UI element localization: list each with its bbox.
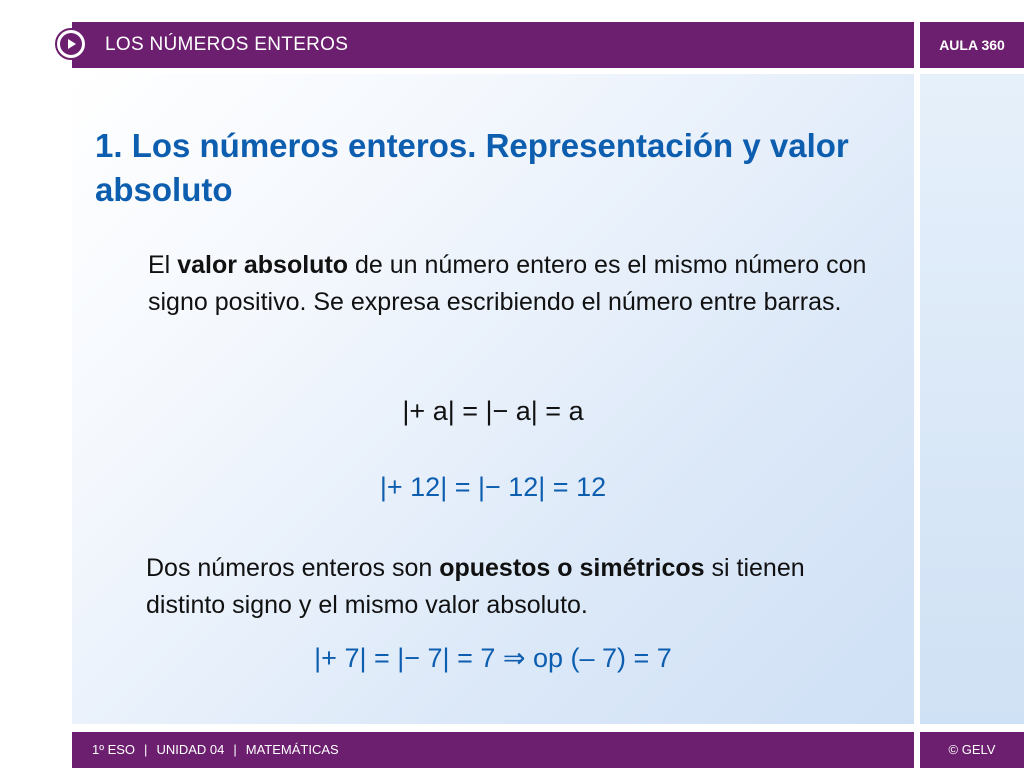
formula-example: |+ 12| = |− 12| = 12	[379, 472, 607, 502]
footer-subject: MATEMÁTICAS	[245, 742, 339, 757]
slide-side-panel	[920, 74, 1024, 724]
opposites-definition	[146, 550, 886, 624]
footer-unit: UNIDAD 04	[156, 742, 225, 757]
footer-breadcrumb	[92, 732, 339, 768]
footer-copyright: © GELV	[948, 742, 996, 757]
para1-text-before: El	[148, 251, 178, 279]
formula-general: |+ a| = |− a| = a	[402, 396, 584, 426]
para1-text-after: de un número entero es el mismo número con signo positivo. Se expresa escribiendo el número entre barras.	[148, 251, 867, 316]
footer-separator: |	[233, 742, 237, 757]
para2-text-after: si tienen distinto signo y el mismo valor absoluto.	[146, 554, 805, 619]
play-icon	[60, 33, 82, 55]
para2-text-before: Dos números enteros son	[146, 554, 440, 582]
absolute-value-definition	[148, 247, 888, 321]
header-title: LOS NÚMEROS ENTEROS	[105, 34, 349, 55]
play-button[interactable]	[55, 28, 87, 60]
para2-bold-term: opuestos o simétricos	[439, 554, 705, 582]
slide-title: 1. Los números enteros. Representación y valor absoluto	[95, 127, 849, 208]
header-tag: AULA 360	[939, 37, 1005, 53]
footer-course: 1º ESO	[92, 742, 136, 757]
footer-separator: |	[144, 742, 148, 757]
formula-opposite: |+ 7| = |− 7| = 7 ⇒ op (– 7) = 7	[314, 643, 672, 673]
para1-bold-term: valor absoluto	[177, 251, 349, 279]
